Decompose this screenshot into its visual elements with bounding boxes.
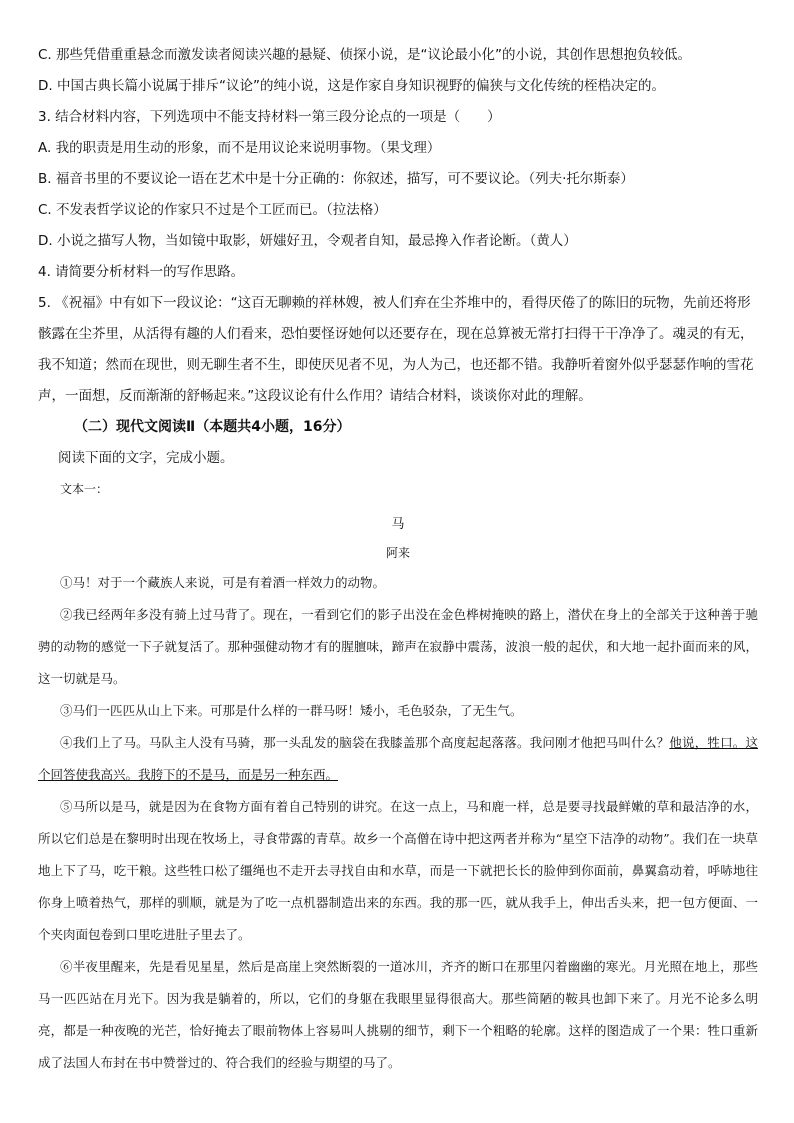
- story-author: 阿来: [385, 546, 410, 560]
- story-paragraph-3: ③马们一匹匹从山上下来。可那是什么样的一群马呀！矮小，毛色驳杂，了无生气。: [60, 703, 523, 718]
- reading-instruction: 阅读下面的文字，完成小题。: [58, 450, 234, 466]
- question-3-option-c: C. 不发表哲学议论的作家只不过是个工匠而已。（拉法格）: [38, 202, 387, 218]
- question-3-option-d: D. 小说之描写人物，当如镜中取影，妍媸好丑，令观者自知，最忌搀入作者论断。（黄人）: [38, 233, 577, 249]
- question-3-option-b: B. 福音书里的不要议论一语在艺术中是十分正确的：你叙述，描写，可不要议论。（列夫·托尔斯泰）: [38, 171, 634, 187]
- question-3-stem: 3. 结合材料内容，下列选项中不能支持材料一第三段分论点的一项是（ ）: [38, 109, 501, 125]
- question-3-option-a: A. 我的职责是用生动的形象，而不是用议论来说明事物。（果戈理）: [38, 140, 441, 156]
- story-paragraph-5: ⑤马所以是马，就是因为在食物方面有着自己特别的讲究。在这一点上，马和鹿一样，总是要寻找最鲜嫩的草和最洁净的水，所以它们总是在黎明时出现在牧场上，寻食带露的青草。故乡一个高僧在诗中把这两者并称为“星空下洁净的动物”。我们在一块草地上下了马，吃干粮。这些牲口松了缰绳也不走开去寻找自由和水草，而是一下就把长长的脸伸到你面前，鼻翼翕动着，呼哧地往你身上喷着热气，那样的驯顺，就是为了吃一点机器制造出来的东西。我的那一匹，就从我手上，伸出舌头来，把一包方便面、一个夹肉面包卷到口里吃进肚子里去了。: [38, 799, 758, 942]
- option-c: C. 那些凭借重重悬念而激发读者阅读兴趣的悬疑、侦探小说，是“议论最小化”的小说，其创作思想抱负较低。: [38, 47, 691, 63]
- underlined-sentence: 他说，牲口。这个回答使我高兴。我胯下的不是马，而是另一种东西。: [38, 735, 758, 782]
- story-paragraph-2: ②我已经两年多没有骑上过马背了。现在，一看到它们的影子出没在金色桦树掩映的路上，潜伏在身上的全部关于这种善于驰骋的动物的感觉一下子就复活了。那种强健动物才有的腥膻味，蹄声在寂静中震荡，波浪一般的起伏，和大地一起扑面而来的风，这一切就是马。: [38, 607, 758, 686]
- section-title: （二）现代文阅读Ⅱ（本题共4小题，16分）: [74, 419, 351, 435]
- story-paragraph-1: ①马！对于一个藏族人来说，可是有着酒一样效力的动物。: [60, 575, 386, 590]
- story-paragraph-6: ⑥半夜里醒来，先是看见星星，然后是高崖上突然断裂的一道冰川，齐齐的断口在那里闪着幽幽的寒光。月光照在地上，那些马一匹匹站在月光下。因为我是躺着的，所以，它们的身躯在我眼里显得很高大。那些简陋的鞍具也卸下来了。月光不论多么明亮，都是一种夜晚的光芒，恰好掩去了眼前物体上容易叫人挑剔的细节，剩下一个粗略的轮廓。这样的图造成了一个果：牲口重新成了法国人布封在书中赞誉过的、符合我们的经验与期望的马了。: [38, 959, 758, 1070]
- text-label: 文本一：: [60, 482, 109, 496]
- question-5: 5. 《祝福》中有如下一段议论：“这百无聊赖的祥林嫂，被人们弃在尘芥堆中的，看得厌倦了的陈旧的玩物，先前还将形骸露在尘芥里，从活得有趣的人们看来，恐怕要怪讶她何以还要存在，现在总算被无常打扫得干干净净了。魂灵的有无，我不知道；然而在现世，则无聊生者不生，即使厌见者不见，为人为己，也还都不错。我静听着窗外似乎瑟瑟作响的雪花声，一面想，反而渐渐的舒畅起来。”这段议论有什么作用？请结合材料，谈谈你对此的理解。: [38, 295, 754, 404]
- question-4: 4. 请简要分析材料一的写作思路。: [38, 264, 245, 280]
- story-title: 马: [391, 517, 405, 532]
- story-paragraph-4-lead: ④我们上了马。马队主人没有马骑，那一头乱发的脑袋在我膝盖那个高度起起落落。我问刚才他把马叫什么？: [60, 735, 670, 750]
- story-paragraph-4: [38, 727, 758, 791]
- document-page: [38, 40, 758, 1079]
- option-d: D. 中国古典长篇小说属于排斥“议论”的纯小说，这是作家自身知识视野的偏狭与文化传统的桎梏决定的。: [38, 78, 665, 94]
